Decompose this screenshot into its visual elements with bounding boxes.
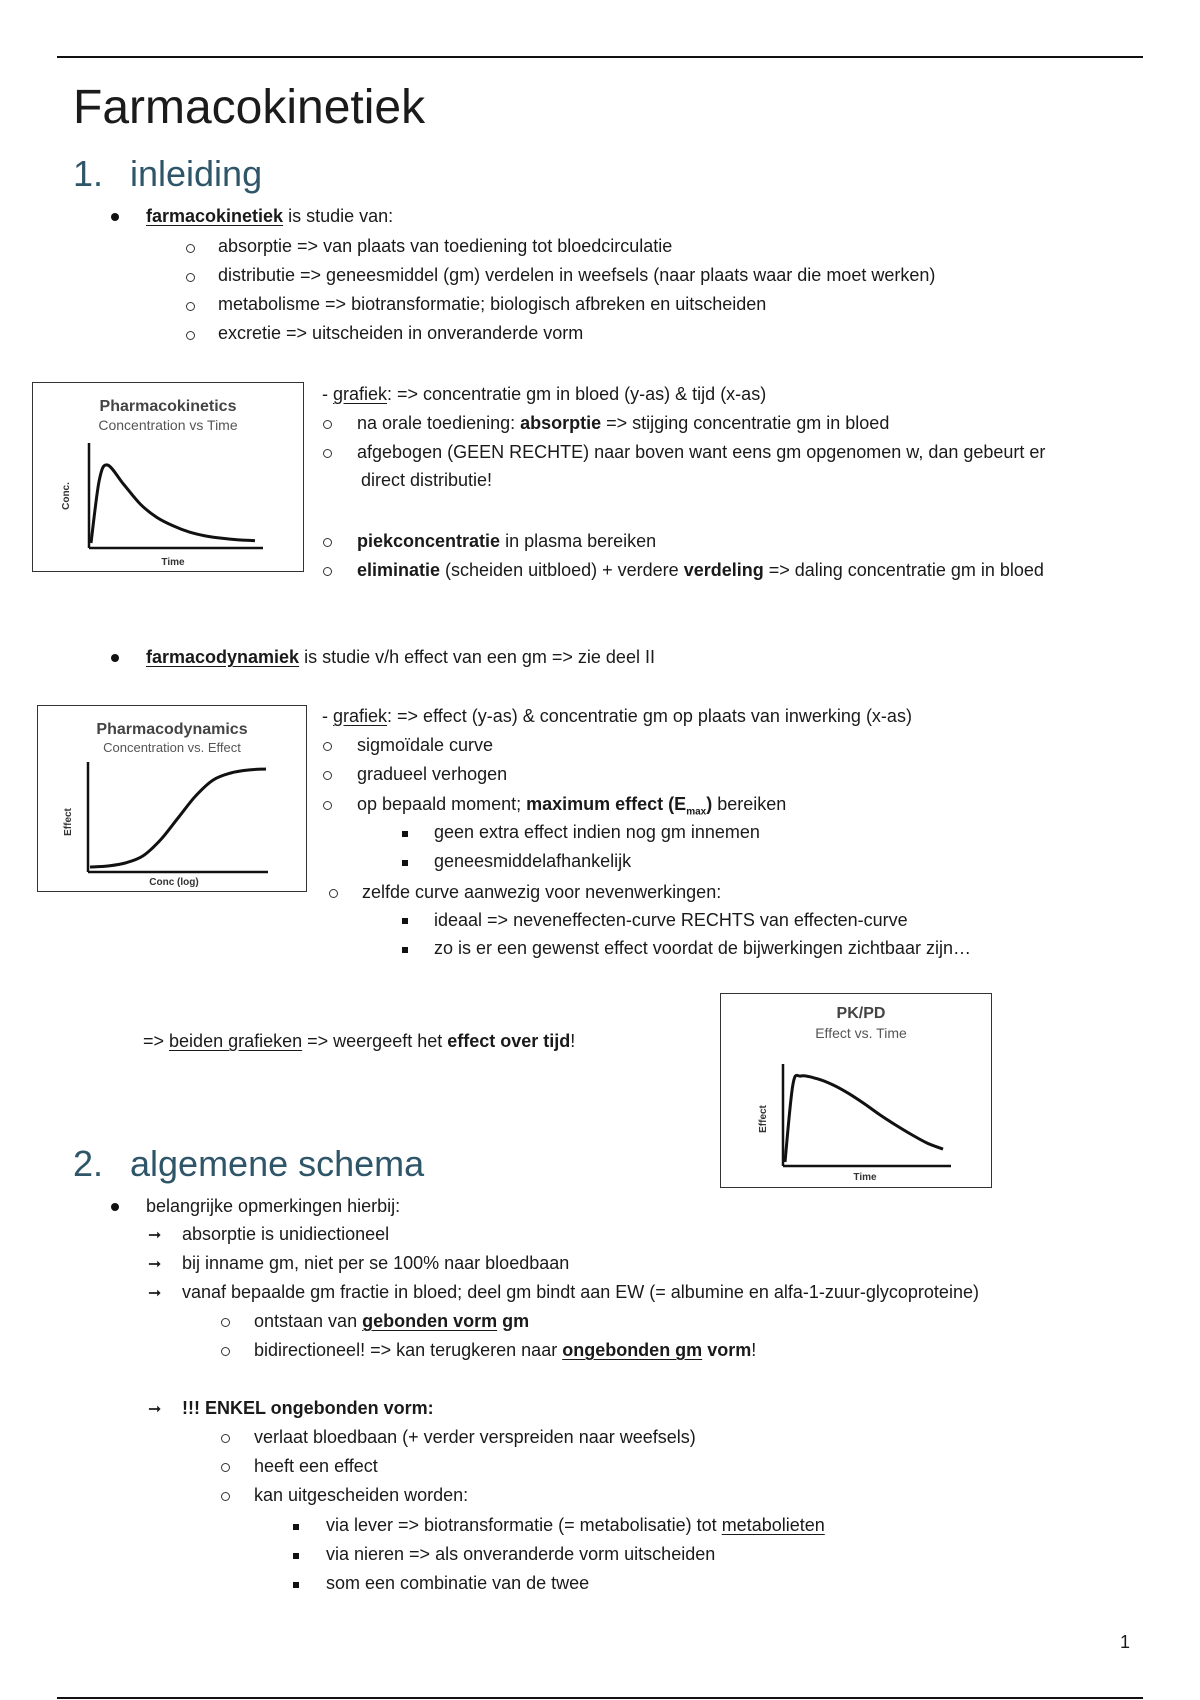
chart-pd-svg <box>38 706 306 891</box>
sub-list-item: geneesmiddelafhankelijk <box>434 851 632 871</box>
sub-sub-item: via nieren => als onveranderde vorm uitscheiden <box>326 1544 716 1564</box>
bold-text: effect over tijd <box>447 1031 571 1051</box>
list-item: afgebogen (GEEN RECHTE) naar boven want eens gm opgenomen w, dan gebeurt er <box>357 442 1046 462</box>
circle-bullet <box>221 1434 230 1443</box>
circle-bullet <box>186 331 195 340</box>
page-number: 1 <box>1119 1632 1130 1652</box>
text: => weergeeft het <box>302 1031 448 1051</box>
page-title: Farmacokinetiek <box>73 81 426 134</box>
text: => stijging concentratie gm in bloed <box>601 413 890 433</box>
text: ! <box>751 1340 757 1360</box>
pd-definition <box>146 647 655 668</box>
circle-bullet <box>329 889 338 898</box>
chart-subtitle: Concentration vs. Effect <box>103 740 241 755</box>
bold-text <box>526 794 713 818</box>
dash: - <box>322 384 333 404</box>
list-item <box>357 794 786 818</box>
circle-bullet <box>186 302 195 311</box>
circle-bullet <box>323 742 332 751</box>
bold-text: piekconcentratie <box>357 531 501 551</box>
section-heading-1 <box>73 153 262 195</box>
bold-text: gm <box>497 1311 530 1331</box>
bold-underlined-text: gebonden vorm <box>362 1311 498 1331</box>
chart-subtitle: Concentration vs Time <box>98 417 238 433</box>
dash: - <box>322 706 333 726</box>
square-bullet <box>402 860 408 866</box>
bold-text: eliminatie <box>357 560 441 580</box>
square-bullet <box>293 1582 299 1588</box>
y-axis-label: Conc. <box>61 482 72 510</box>
pk-definition <box>146 206 393 227</box>
bullet-dot <box>111 1203 119 1211</box>
emax-text: maximum effect (E <box>526 794 687 814</box>
section-number: 1. <box>73 153 104 194</box>
text: => <box>143 1031 170 1051</box>
arrow-bullet: ➞ <box>148 1227 162 1244</box>
circle-bullet <box>221 1318 230 1327</box>
x-axis-label: Time <box>161 557 185 568</box>
section-number: 2. <box>73 1143 104 1184</box>
list-item: sigmoïdale curve <box>357 735 494 755</box>
sub-sub-item <box>326 1515 825 1536</box>
sub-item: heeft een effect <box>254 1456 378 1476</box>
circle-bullet <box>323 449 332 458</box>
bold-text: absorptie <box>520 413 602 433</box>
chart-series-line <box>91 465 255 543</box>
chart-subtitle: Effect vs. Time <box>815 1025 907 1041</box>
circle-bullet <box>323 420 332 429</box>
sub-list-item: zo is er een gewenst effect voordat de bijwerkingen zichtbaar zijn… <box>434 938 971 958</box>
pk-term: farmacokinetiek <box>146 206 284 226</box>
section-title: inleiding <box>130 153 263 194</box>
y-axis-label: Effect <box>63 808 74 836</box>
sub-item: verlaat bloedbaan (+ verder verspreiden naar weefsels) <box>254 1427 696 1447</box>
text: in plasma bereiken <box>500 531 657 551</box>
circle-bullet <box>323 771 332 780</box>
text: na orale toediening: <box>357 413 521 433</box>
arrow-item: bij inname gm, niet per se 100% naar bloedbaan <box>182 1253 570 1273</box>
circle-bullet <box>186 244 195 253</box>
text: bereiken <box>712 794 787 814</box>
bullet-dot <box>111 654 119 662</box>
text: (scheiden uitbloed) + verdere <box>440 560 684 580</box>
sub-item <box>254 1340 756 1361</box>
square-bullet <box>402 947 408 953</box>
text: op bepaald moment; <box>357 794 527 814</box>
arrow-bullet: ➞ <box>148 1256 162 1273</box>
list-item-continuation: direct distributie! <box>361 470 493 490</box>
sub-list-item: geen extra effect indien nog gm innemen <box>434 822 760 842</box>
top-rule <box>57 56 1143 58</box>
circle-bullet <box>323 567 332 576</box>
list-item: distributie => geneesmiddel (gm) verdelen in weefsels (naar plaats waar die moet werken) <box>218 265 936 285</box>
circle-bullet <box>221 1492 230 1501</box>
lead-text: : => effect (y-as) & concentratie gm op plaats van inwerking (x-as) <box>387 706 912 726</box>
sub-item <box>254 1311 529 1332</box>
text: ontstaan van <box>254 1311 363 1331</box>
section-heading-2 <box>73 1143 424 1185</box>
chart-pharmacodynamics <box>37 705 307 892</box>
y-axis-label: Effect <box>758 1105 769 1133</box>
pk-graph-lead <box>322 384 766 405</box>
list-item <box>357 560 1044 581</box>
circle-bullet <box>186 273 195 282</box>
circle-bullet <box>221 1463 230 1472</box>
circle-bullet <box>221 1347 230 1356</box>
x-axis-label: Conc (log) <box>149 877 199 888</box>
text: via lever => biotransformatie (= metabolisatie) tot <box>326 1515 722 1535</box>
list-item <box>357 531 656 552</box>
bullet-dot <box>111 213 119 221</box>
bold-text: vorm <box>702 1340 752 1360</box>
arrow-item: vanaf bepaalde gm fractie in bloed; deel gm bindt aan EW (= albumine en alfa-1-zuur-glycoproteine) <box>182 1282 979 1302</box>
section-title: algemene schema <box>130 1143 425 1184</box>
sub-sub-item: som een combinatie van de twee <box>326 1573 590 1593</box>
grafiek-word: grafiek <box>333 384 388 404</box>
list-item <box>357 413 889 434</box>
chart-series-line <box>90 769 266 867</box>
list-item: gradueel verhogen <box>357 764 508 784</box>
arrow-bullet: ➞ <box>148 1285 162 1302</box>
text: ! <box>570 1031 576 1051</box>
emax-close: ) <box>706 794 713 814</box>
chart-title: Pharmacodynamics <box>96 721 248 738</box>
list-item: zelfde curve aanwezig voor nevenwerkingen: <box>362 882 722 902</box>
square-bullet <box>402 918 408 924</box>
arrow-item: absorptie is unidiectioneel <box>182 1224 390 1244</box>
sub-list-item: ideaal => neveneffecten-curve RECHTS van effecten-curve <box>434 910 908 930</box>
lead-text: : => concentratie gm in bloed (y-as) & tijd (x-as) <box>387 384 767 404</box>
circle-bullet <box>323 801 332 810</box>
text: => daling concentratie gm in bloed <box>763 560 1044 580</box>
list-item: excretie => uitscheiden in onveranderde vorm <box>218 323 584 343</box>
chart-pkpd <box>720 993 992 1188</box>
sub-item: kan uitgescheiden worden: <box>254 1485 469 1505</box>
square-bullet <box>293 1553 299 1559</box>
pk-definition-text: is studie van: <box>283 206 394 226</box>
chart-pkpd-svg <box>721 994 991 1187</box>
square-bullet <box>402 831 408 837</box>
x-axis-label: Time <box>853 1172 877 1183</box>
chart-pk-svg <box>33 383 303 571</box>
chart-title: PK/PD <box>836 1005 886 1022</box>
chart-title: Pharmacokinetics <box>99 398 237 415</box>
bottom-rule <box>57 1697 1143 1699</box>
pd-graph-lead <box>322 706 912 727</box>
pd-definition-text: is studie v/h effect van een gm => zie deel II <box>299 647 655 667</box>
square-bullet <box>293 1524 299 1530</box>
chart-pharmacokinetics <box>32 382 304 572</box>
chart-series-line <box>785 1075 943 1162</box>
pd-term: farmacodynamiek <box>146 647 300 667</box>
underlined-text: metabolieten <box>721 1515 825 1535</box>
list-item: metabolisme => biotransformatie; biologisch afbreken en uitscheiden <box>218 294 767 314</box>
section2-intro: belangrijke opmerkingen hierbij: <box>146 1196 401 1216</box>
grafiek-word: grafiek <box>333 706 388 726</box>
circle-bullet <box>323 538 332 547</box>
list-item: absorptie => van plaats van toediening tot bloedcirculatie <box>218 236 673 256</box>
both-graphs-note <box>143 1031 575 1052</box>
text: bidirectioneel! => kan terugkeren naar <box>254 1340 563 1360</box>
bold-underlined-text: ongebonden gm <box>562 1340 703 1360</box>
bold-text: verdeling <box>683 560 764 580</box>
arrow-bullet: ➞ <box>148 1401 162 1418</box>
arrow-item: !!! ENKEL ongebonden vorm: <box>182 1398 434 1418</box>
underlined-text: beiden grafieken <box>169 1031 303 1051</box>
emax-subscript: max <box>686 806 707 818</box>
